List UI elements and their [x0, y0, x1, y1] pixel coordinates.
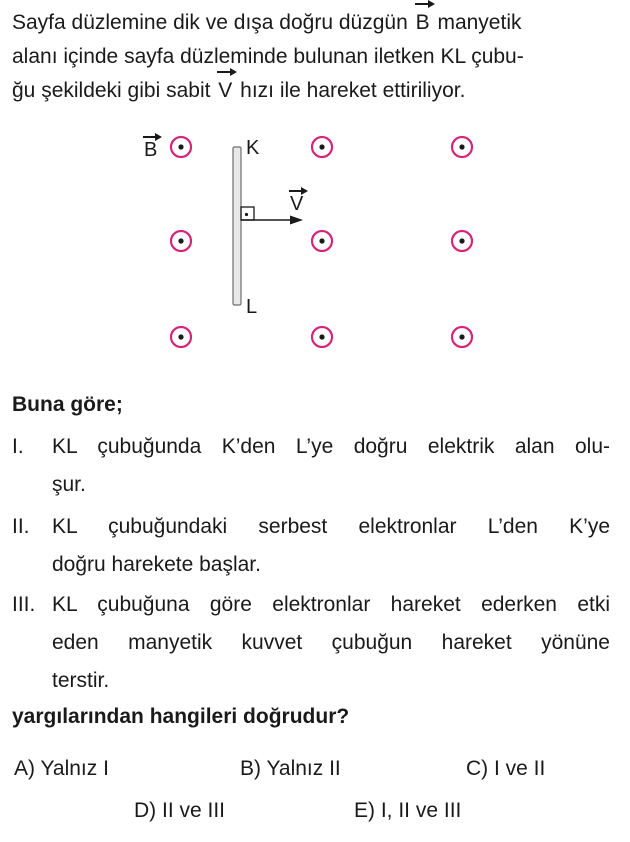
field-out-of-page-icon	[452, 327, 472, 347]
statement-line: doğru harekete başlar.	[52, 553, 261, 576]
rod-end-l: L	[246, 296, 258, 318]
intro-paragraph	[12, 6, 612, 108]
statement-line: şur.	[52, 473, 86, 496]
conducting-rod	[233, 147, 241, 305]
magnetic-field-symbols	[171, 137, 472, 347]
field-out-of-page-icon	[312, 137, 332, 157]
intro-line-1	[12, 6, 612, 40]
choice-d[interactable]: D) II ve III	[134, 799, 226, 822]
intro-text: manyetik	[437, 11, 522, 34]
intro-text: hızı ile hareket ettiriliyor.	[240, 79, 466, 102]
intro-text: ğu şekildeki gibi sabit	[12, 79, 211, 102]
field-out-of-page-icon	[171, 137, 191, 157]
field-out-of-page-icon	[171, 327, 191, 347]
statement-line: eden manyetik kuvvet çubuğun hareket yönüne	[52, 631, 610, 654]
physics-figure	[0, 126, 630, 366]
statement-line: terstir.	[52, 669, 110, 692]
intro-line-3	[12, 74, 612, 108]
vector-b-symbol: B	[414, 6, 432, 40]
field-out-of-page-icon	[452, 231, 472, 251]
field-out-of-page-icon	[312, 327, 332, 347]
statements-heading: Buna göre;	[12, 393, 123, 416]
statement-number: I.	[12, 435, 24, 458]
statement-line: KL çubuğuna göre elektronlar hareket ederken etki	[52, 593, 610, 616]
statement-number: III.	[12, 593, 36, 616]
field-label: B	[144, 139, 158, 161]
statement-2	[12, 508, 610, 584]
rod-end-k: K	[246, 137, 260, 159]
choice-a[interactable]: A) Yalnız I	[14, 757, 109, 780]
intro-line-2: alanı içinde sayfa düzleminde bulunan iletken KL çubu-	[12, 45, 524, 68]
figure-drawing	[0, 126, 630, 366]
choice-b[interactable]: B) Yalnız II	[240, 757, 341, 780]
statement-1	[12, 428, 610, 504]
choice-e[interactable]: E) I, II ve III	[354, 799, 462, 822]
statement-line: KL çubuğundaki serbest elektronlar L’den K’ye	[52, 515, 610, 538]
field-out-of-page-icon	[452, 137, 472, 157]
field-out-of-page-icon	[312, 231, 332, 251]
choice-c[interactable]: C) I ve II	[466, 757, 546, 780]
statement-number: II.	[12, 515, 30, 538]
intro-text: Sayfa düzlemine dik ve dışa doğru düzgün	[12, 11, 408, 34]
field-out-of-page-icon	[171, 231, 191, 251]
statement-line: KL çubuğunda K’den L’ye doğru elektrik alan olu-	[52, 435, 610, 458]
right-angle-dot	[245, 213, 248, 216]
velocity-arrow-head	[290, 216, 303, 225]
question-text: yargılarından hangileri doğrudur?	[12, 705, 350, 728]
vector-v-symbol: V	[216, 74, 234, 108]
statement-3	[12, 586, 610, 700]
velocity-label: V	[290, 193, 304, 215]
